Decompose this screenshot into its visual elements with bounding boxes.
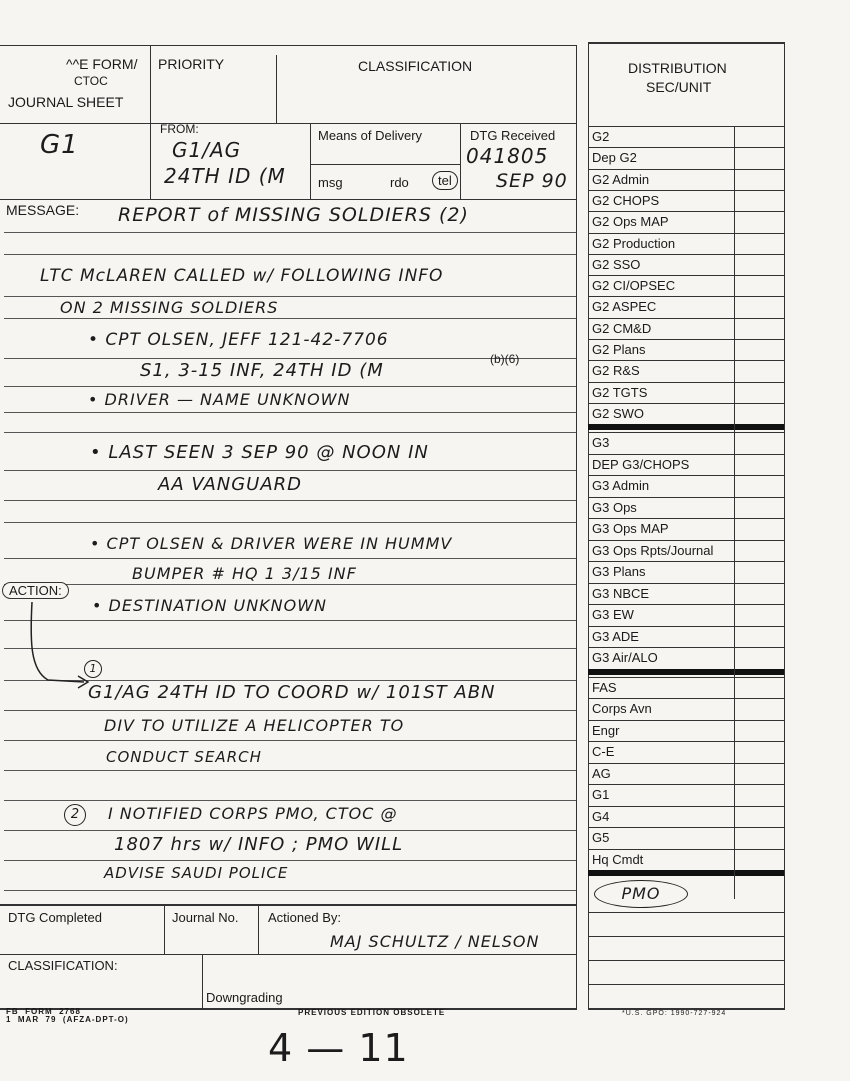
distribution-item: G3 Admin [592,478,650,494]
distribution-left-border [588,42,589,1010]
distribution-item: G3 ADE [592,628,639,644]
downgrading-label: Downgrading [206,990,283,1005]
classification-footer-label: CLASSIFICATION: [8,958,118,973]
ruled-line [4,500,576,501]
distribution-item: DEP G3/CHOPS [592,456,690,472]
distribution-item: Engr [592,722,620,738]
footer-divider-1 [164,904,165,954]
message-line: CONDUCT SEARCH [106,748,262,766]
from-line2: 24TH ID (M [164,164,286,188]
message-line: • DRIVER — NAME UNKNOWN [88,390,351,409]
distribution-item: G4 [592,808,610,824]
distribution-item: Corps Avn [592,701,652,717]
message-line: ON 2 MISSING SOLDIERS [60,298,279,317]
distribution-circled-entry: PMO [594,880,688,908]
message-line: DIV TO UTILIZE A HELICOPTER TO [104,716,405,735]
redaction-note: (b)(6) [490,352,520,366]
from-label: FROM: [160,122,199,136]
message-line: ADVISE SAUDI POLICE [104,864,289,882]
distribution-item: G5 [592,830,610,846]
distribution-item: G1 [592,787,610,803]
circle-2-marker: 2 [64,804,86,826]
previous-edition-note: PREVIOUS EDITION OBSOLETE [298,1008,446,1017]
footer-divider-3 [202,954,203,1010]
form-title-line2: CTOC [74,74,108,88]
distribution-item: G3 EW [592,607,634,623]
dtg-completed-label: DTG Completed [8,910,102,925]
ruled-line [4,386,576,387]
distribution-blank-line [588,936,784,937]
page-number: 4 — 11 [268,1026,409,1070]
distribution-label-1: DISTRIBUTION [628,60,727,76]
form-title-line3: JOURNAL SHEET [8,94,124,110]
distribution-item: G3 Ops [592,499,637,515]
distribution-item: G3 NBCE [592,585,650,601]
routing-divider-1 [150,123,151,199]
main-right-border [576,45,577,1010]
message-line: G1/AG 24TH ID TO COORD w/ 101ST ABN [88,682,496,703]
distribution-item: G2 ASPEC [592,299,657,315]
distribution-item: G2 CI/OPSEC [592,278,676,294]
footer-top-line [0,904,576,906]
ruled-line [4,432,576,433]
distribution-item: AG [592,765,611,781]
routing-divider-3 [460,123,461,199]
distribution-item: G2 CM&D [592,320,652,336]
distribution-item: G3 Ops Rpts/Journal [592,542,714,558]
message-line: LTC McLAREN CALLED w/ FOLLOWING INFO [40,266,444,286]
distribution-item: G2 R&S [592,363,640,379]
distribution-item: G2 Ops MAP [592,214,669,230]
actioned-by-label: Actioned By: [268,910,341,925]
distribution-check-column [734,126,735,899]
ruled-line [4,890,576,891]
distribution-item: Hq Cmdt [592,851,644,867]
distribution-item: G2 SWO [592,405,645,421]
means-divider [310,164,460,165]
form-title-line1: ^^E FORM/ [66,56,138,72]
distribution-blank-line [588,960,784,961]
distribution-blank-line [588,984,784,985]
distribution-item: G3 [592,435,610,451]
dtg-received-value: 041805 [466,144,549,168]
ruled-line [4,770,576,771]
message-line: 1807 hrs w/ INFO ; PMO WILL [114,834,404,855]
actioned-by-value: MAJ SCHULTZ / NELSON [330,932,540,951]
header-divider-2 [276,55,277,123]
ruled-line [4,318,576,319]
distribution-blank-line [588,912,784,913]
message-line: S1, 3-15 INF, 24TH ID (M [140,360,384,381]
distribution-item: C-E [592,744,615,760]
means-tel: tel [432,171,458,190]
distribution-item: G2 TGTS [592,384,648,400]
message-label: MESSAGE: [6,202,80,218]
distribution-right-border [784,42,785,1010]
distribution-item: G3 Plans [592,564,646,580]
ruled-line [4,412,576,413]
routing-divider-2 [310,123,311,199]
priority-label: PRIORITY [158,56,225,72]
distribution-item: Dep G2 [592,150,637,166]
distribution-item: G2 Admin [592,171,650,187]
message-line: • LAST SEEN 3 SEP 90 @ NOON IN [90,442,429,463]
dtg-received-label: DTG Received [470,128,556,143]
dtg-received-month: SEP 90 [496,170,568,192]
circle-1-marker: 1 [84,660,102,678]
distribution-item: FAS [592,679,617,695]
ruled-line [4,296,576,297]
message-line: BUMPER # HQ 1 3/15 INF [132,564,357,583]
ruled-line [4,830,576,831]
distribution-item: G2 [592,129,610,144]
form-number: FB FORM 2768 1 MAR 79 (AFZA-DPT-O) [6,1007,129,1024]
message-line: • CPT OLSEN, JEFF 121-42-7706 [88,330,389,350]
distribution-group-separator [588,669,784,675]
to-value: G1 [40,130,79,160]
distribution-item: G2 Production [592,235,676,251]
message-line: • CPT OLSEN & DRIVER WERE IN HUMMV [90,534,453,553]
distribution-top-line [588,42,784,44]
means-label: Means of Delivery [318,128,423,143]
ruled-line [4,470,576,471]
ruled-line [4,254,576,255]
means-rdo: rdo [390,175,409,190]
distribution-item: G3 Ops MAP [592,521,669,537]
ruled-line [4,710,576,711]
distribution-label-2: SEC/UNIT [646,79,712,95]
message-line: I NOTIFIED CORPS PMO, CTOC @ [108,804,398,823]
ruled-line [4,740,576,741]
distribution-item: G2 SSO [592,256,641,272]
means-msg: msg [318,175,343,190]
classification-label: CLASSIFICATION [358,58,473,74]
action-label: ACTION: [2,582,69,599]
distribution-group-separator [588,424,784,430]
action-arrow-icon [0,600,110,700]
journal-no-label: Journal No. [172,910,239,925]
header-divider-1 [150,45,151,123]
message-line: • DESTINATION UNKNOWN [92,596,328,615]
footer-divider-2 [258,904,259,954]
distribution-item: G3 Air/ALO [592,650,658,666]
distribution-item: G2 Plans [592,342,646,357]
ruled-line [4,860,576,861]
ruled-line [4,558,576,559]
message-subject: REPORT of MISSING SOLDIERS (2) [118,204,469,226]
from-line1: G1/AG [172,138,242,162]
header-bottom-line [0,123,576,124]
gpo-imprint: *U.S. GPO: 1990-727-924 [622,1010,727,1017]
header-top-line [0,45,576,46]
distribution-group-separator [588,870,784,876]
ruled-line [4,522,576,523]
ruled-line [4,800,576,801]
distribution-item: G2 CHOPS [592,192,660,208]
ruled-line [4,584,576,585]
footer-mid-line [0,954,576,955]
message-line: AA VANGUARD [158,474,303,495]
ruled-line [4,232,576,233]
routing-bottom-line [0,199,576,200]
